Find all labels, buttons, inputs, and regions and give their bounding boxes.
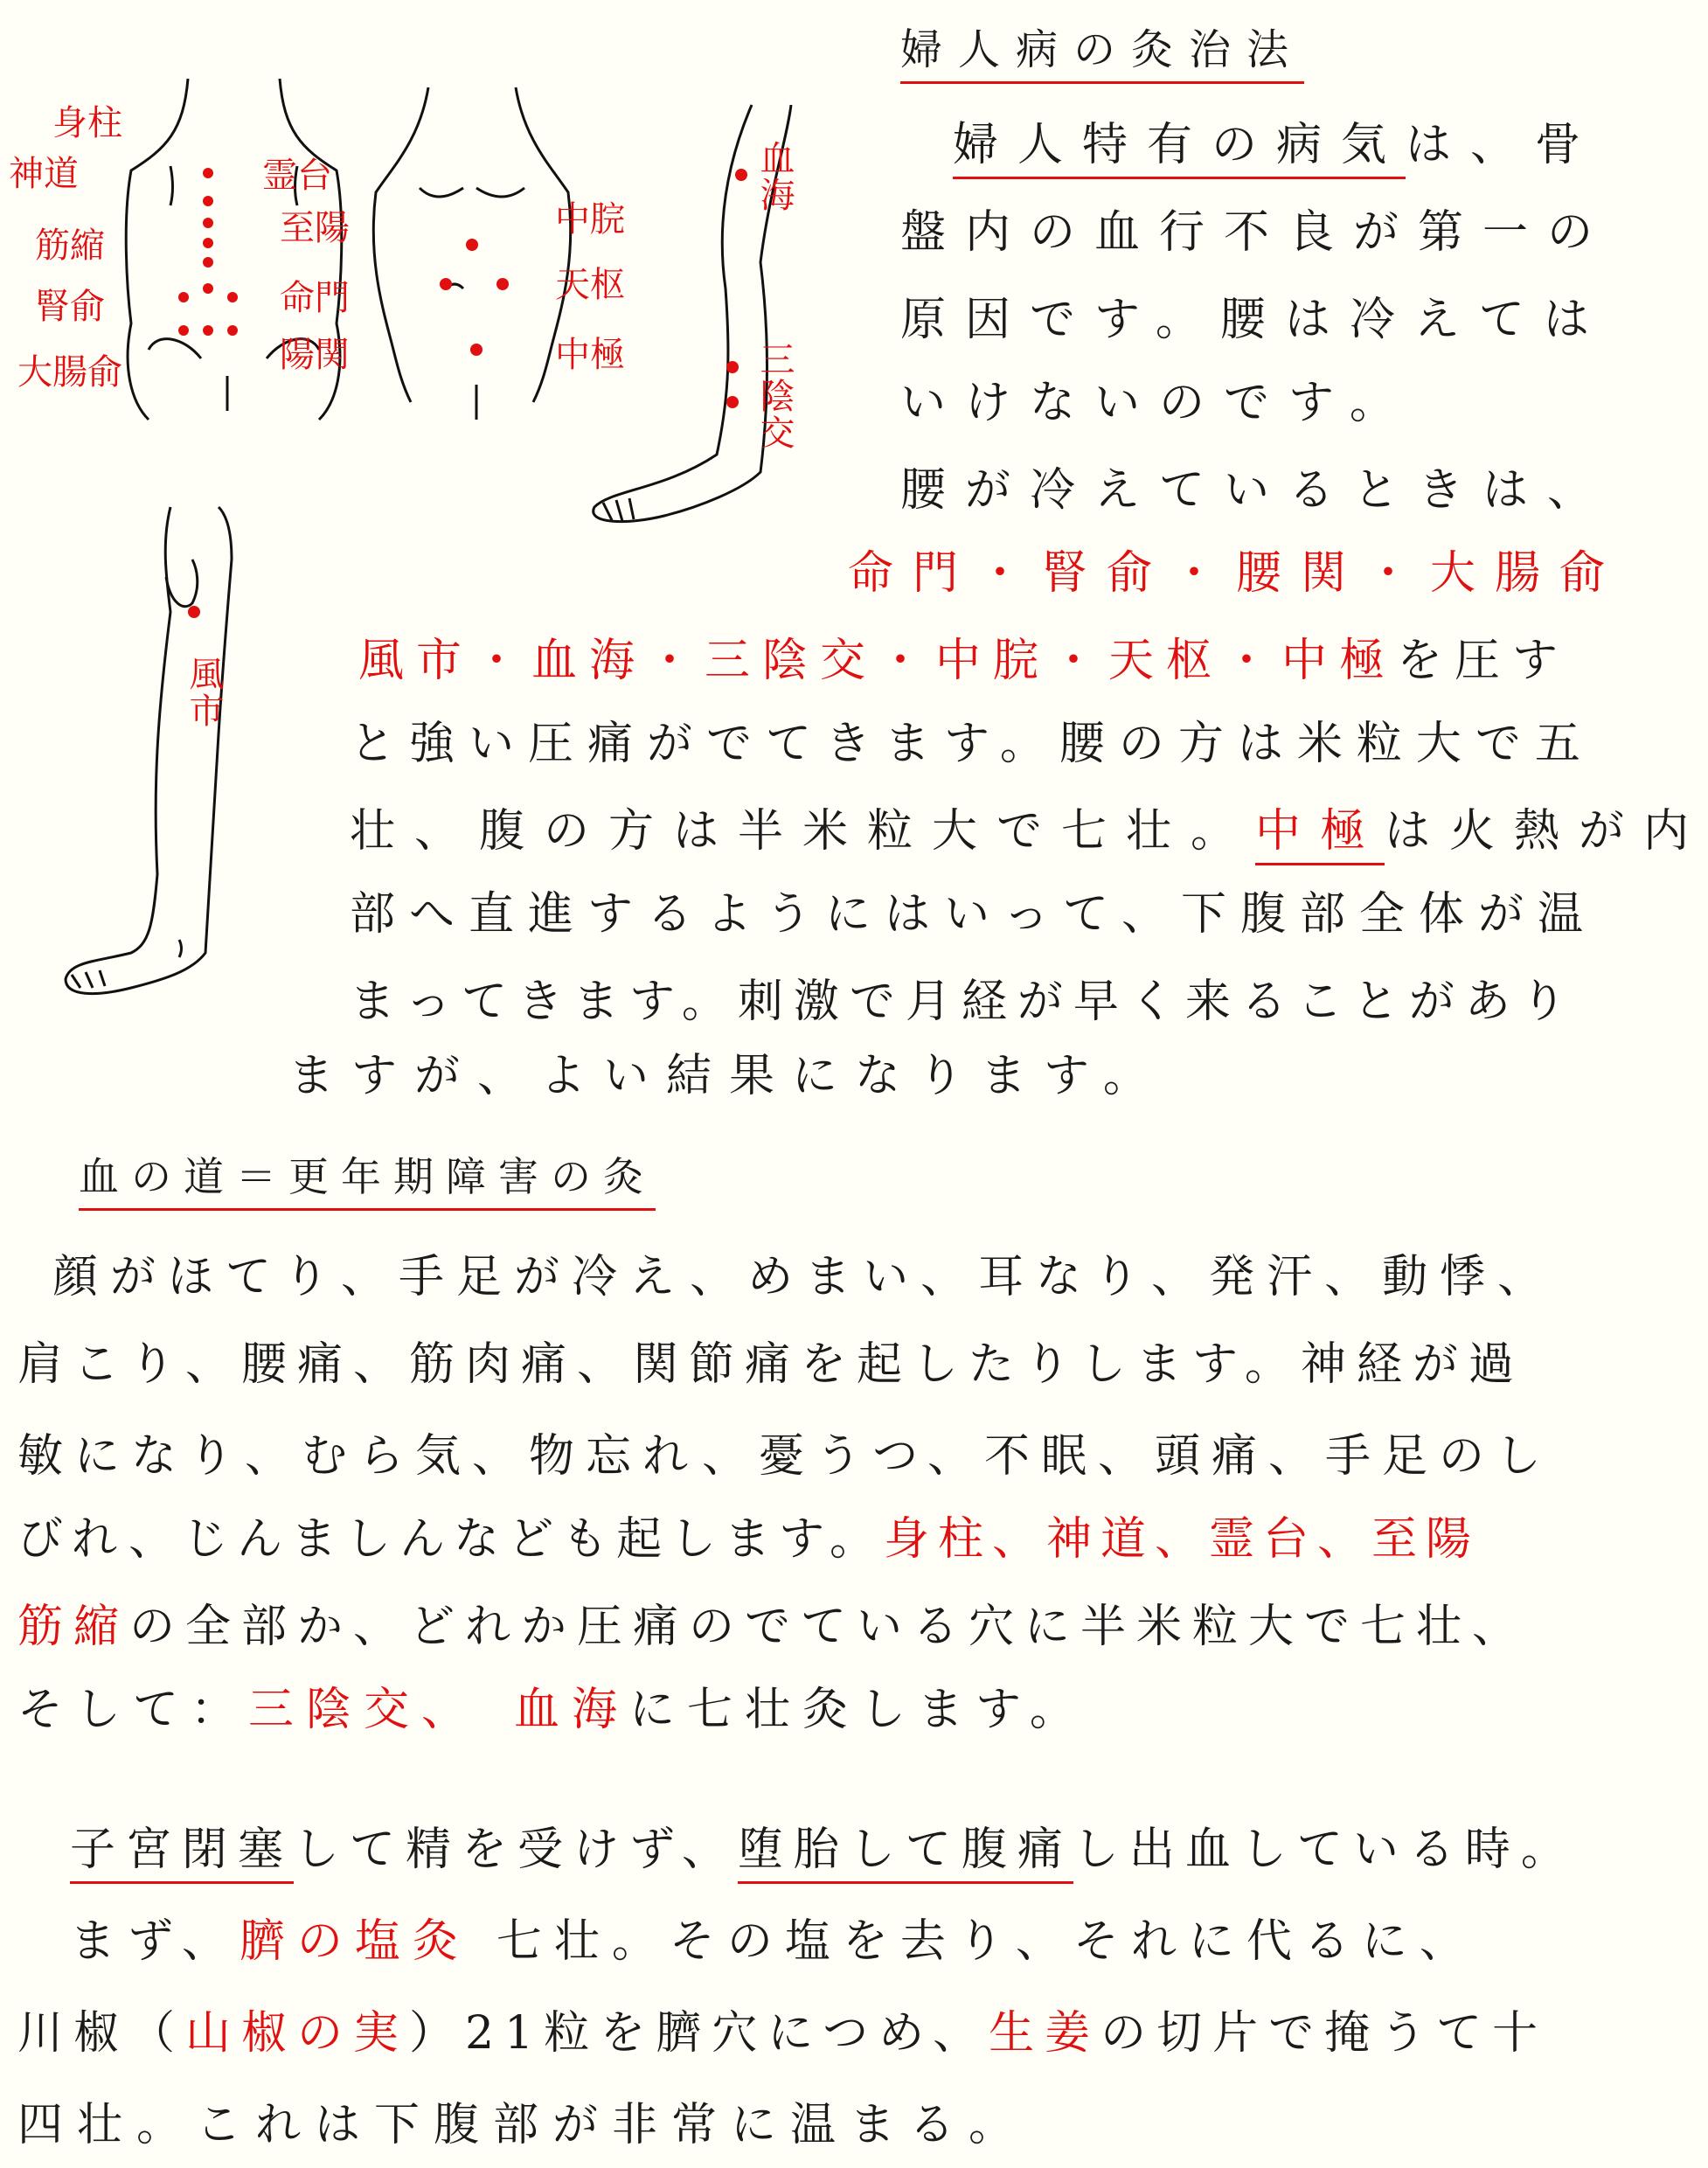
page-title: 婦人病の灸治法: [900, 16, 1304, 84]
label-yokan: 陽関: [280, 335, 350, 375]
label-shiyo: 至陽: [280, 208, 350, 248]
intro-line-8: と強い圧痛がでてきます。腰の方は米粒大で五: [350, 718, 1594, 770]
s3-line-2: まず、臍の塩灸 七壮。その塩を去り、それに代るに、: [70, 1915, 1477, 1968]
label-daichoyu: 大腸俞: [17, 352, 122, 393]
s2-line-6: そして：三陰交、 血海に七壮灸します。: [17, 1684, 1087, 1736]
label-chukyoku: 中極: [555, 335, 625, 375]
label-shindo: 神道: [9, 154, 79, 194]
intro-line-10: 部へ直進するようにはいって、下腹部全体が温: [350, 888, 1597, 941]
label-reidai: 霊台: [262, 156, 332, 196]
section2-heading: 血の道＝更年期障害の灸: [79, 1145, 656, 1211]
label-saninko: 三陰交: [754, 341, 795, 451]
label-kekkai: 血海: [754, 140, 795, 213]
label-jinyu: 腎俞: [35, 287, 105, 327]
s3-line-4: 四壮。これは下腹部が非常に温まる。: [17, 2099, 1029, 2151]
s2-line-1: 顔がほてり、手足が冷え、めまい、耳なり、発汗、動悸、: [52, 1251, 1556, 1303]
intro-line-3: 原因です。腰は冷えては: [900, 294, 1608, 346]
intro-line-5: 腰が冷えているときは、: [900, 464, 1613, 517]
intro-line-12: ますが、よい結果になります。: [288, 1050, 1166, 1102]
s2-line-5: 筋縮の全部か、どれか圧痛のでている穴に半米粒大で七壮、: [17, 1601, 1529, 1653]
label-fushi: 風市: [184, 656, 224, 729]
intro-key-phrase: 婦人特有の病気: [953, 119, 1406, 179]
intro-line-1: 婦人特有の病気は、骨: [953, 122, 1600, 168]
intro-line-11: まってきます。刺激で月経が早く来ることがあり: [350, 976, 1577, 1028]
label-meimon: 命門: [280, 278, 350, 318]
intro-line-4: いけないのです。: [900, 377, 1414, 429]
chukyoku-highlight: 中極: [1255, 805, 1385, 865]
s3-line-1: 子宮閉塞して精を受けず、堕胎して腹痛し出血している時。: [70, 1827, 1577, 1873]
label-kinshuku: 筋縮: [35, 226, 105, 266]
s3-line-3: 川椒（山椒の実）21粒を臍穴につめ、生姜の切片で掩うて十: [17, 2007, 1549, 2060]
label-tensu: 天枢: [555, 265, 625, 305]
s2-line-2: 肩こり、腰痛、筋肉痛、関節痛を起したりします。神経が過: [17, 1338, 1524, 1391]
intro-line-7: 風市・血海・三陰交・中脘・天枢・中極を圧す: [358, 635, 1571, 687]
label-shinchu: 身柱: [52, 103, 122, 143]
s2-line-4: びれ、じんましんなども起します。身柱、神道、霊台、至陽: [17, 1513, 1480, 1566]
label-chukan: 中脘: [555, 199, 625, 240]
intro-points-1: 命門・腎俞・腰関・大腸俞: [848, 547, 1625, 600]
intro-line-2: 盤内の血行不良が第一の: [900, 206, 1613, 259]
s2-line-3: 敏になり、むら気、物忘れ、憂うつ、不眠、頭痛、手足のし: [17, 1430, 1553, 1483]
intro-line-9: 壮、腹の方は半米粒大で七壮。中極は火熱が内: [350, 809, 1708, 854]
